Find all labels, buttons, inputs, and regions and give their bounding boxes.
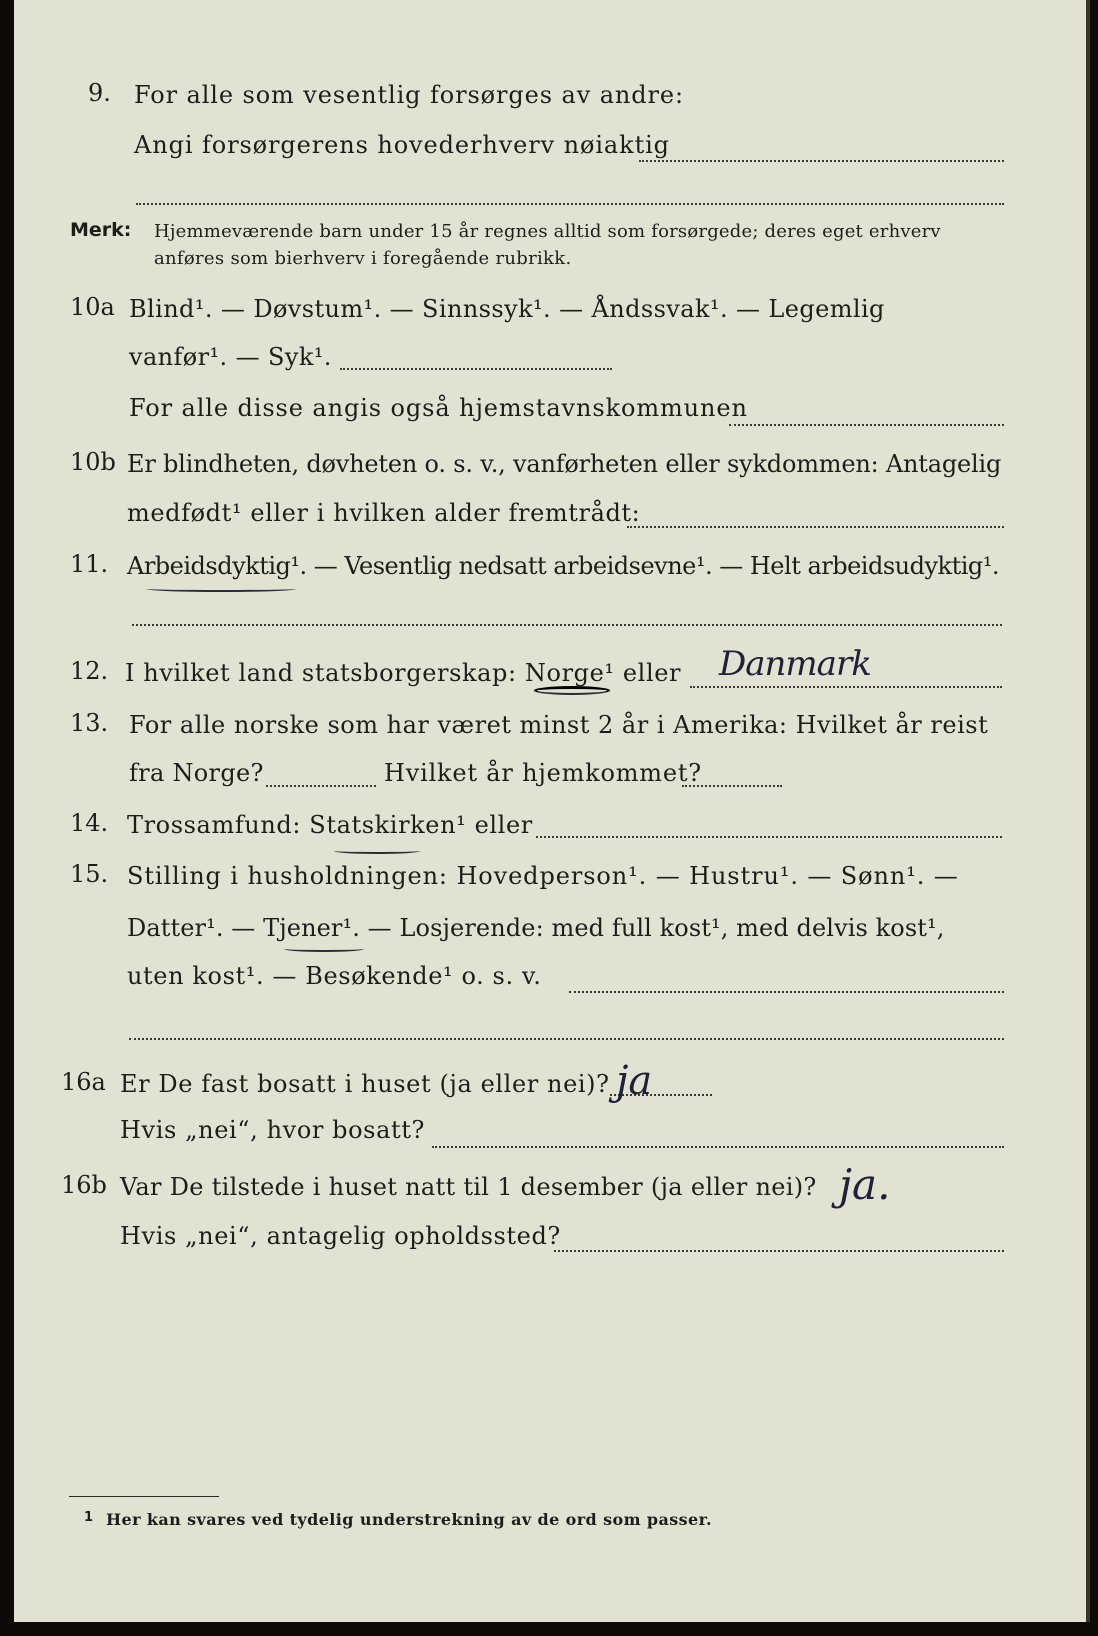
q13-number: 13. [70, 709, 109, 737]
q16a-number: 16a [61, 1068, 106, 1096]
merk-line1: Hjemmeværende barn under 15 år regnes alltid som forsørgede; deres eget erhverv [154, 221, 941, 242]
q15-line2: Datter¹. — Tjener¹. — Losjerende: med full kost¹, med delvis kost¹, [127, 914, 945, 942]
q13-line1: For alle norske som har været minst 2 år i Amerika: Hvilket år reist [129, 711, 989, 739]
q16a-handwritten-answer: ja [616, 1058, 653, 1104]
q9-line1: For alle som vesentlig forsørges av andre: [134, 81, 685, 109]
q15-handwritten-underline [284, 946, 364, 952]
q11-answer-field[interactable] [132, 624, 1002, 626]
footnote-text: Her kan svares ved tydelig understrekning av de ord som passer. [106, 1510, 712, 1529]
q16b-number: 16b [61, 1171, 107, 1199]
q12-number: 12. [70, 657, 109, 685]
merk-line2: anføres som bierhverv i foregående rubrikk. [154, 248, 572, 269]
q10b-number: 10b [70, 448, 116, 476]
q15-answer-field[interactable] [569, 991, 1004, 993]
q10a-syk-field[interactable] [340, 368, 612, 370]
q13-line2b: Hvilket år hjemkommet? [384, 759, 702, 787]
q16b-handwritten-answer: ja. [839, 1160, 891, 1209]
q15-line3: uten kost¹. — Besøkende¹ o. s. v. [127, 962, 542, 990]
q13-reist-field[interactable] [266, 785, 376, 787]
q12-handwritten-underline [534, 686, 610, 695]
q13-line2a: fra Norge? [129, 759, 264, 787]
q14-handwritten-underline [334, 848, 420, 854]
q12-handwritten-answer: Danmark [719, 644, 871, 684]
q10a-line1: Blind¹. — Døvstum¹. — Sinnssyk¹. — Åndssvak¹. — Legemlig [129, 295, 885, 323]
q10a-hjemstavn-field[interactable] [729, 424, 1004, 426]
q12-land-field[interactable] [690, 686, 1002, 688]
q15-answer-field-2[interactable] [129, 1038, 1004, 1040]
q16a-bosatt-field[interactable] [432, 1146, 1004, 1148]
q11-handwritten-underline [146, 586, 296, 592]
q9-number: 9. [88, 79, 111, 107]
footnote-mark: 1 [84, 1510, 94, 1525]
q14-line1: Trossamfund: Statskirken¹ eller [127, 811, 533, 839]
q13-hjemkommet-field[interactable] [682, 785, 782, 787]
footnote-rule [69, 1496, 219, 1497]
q10a-line3: For alle disse angis også hjemstavnskommunen [129, 394, 748, 422]
q10b-line2: medfødt¹ eller i hvilken alder fremtrådt: [127, 499, 641, 527]
q15-number: 15. [70, 860, 109, 888]
merk-label: Merk: [70, 219, 132, 241]
q10b-line1: Er blindheten, døvheten o. s. v., vanførheten eller sykdommen: Antagelig [127, 450, 1002, 478]
q9-answer-field-2[interactable] [136, 203, 1004, 205]
q14-number: 14. [70, 809, 109, 837]
q16b-opholdssted-field[interactable] [554, 1250, 1004, 1252]
q11-line1: Arbeidsdyktig¹. — Vesentlig nedsatt arbeidsevne¹. — Helt arbeidsudyktig¹. [127, 552, 1000, 580]
q16b-line1: Var De tilstede i huset natt til 1 desember (ja eller nei)? [120, 1173, 817, 1201]
q12-line1: I hvilket land statsborgerskap: Norge¹ eller [125, 659, 682, 687]
census-form-page [14, 0, 1090, 1622]
q10a-number: 10a [70, 293, 115, 321]
q14-trossamfund-field[interactable] [536, 836, 1002, 838]
q16b-line2: Hvis „nei“, antagelig opholdssted? [120, 1222, 561, 1250]
q15-line1: Stilling i husholdningen: Hovedperson¹. — Hustru¹. — Sønn¹. — [127, 862, 959, 890]
q9-answer-field[interactable] [639, 160, 1004, 162]
q10a-line2: vanfør¹. — Syk¹. [129, 343, 332, 371]
q9-line2: Angi forsørgerens hovederhverv nøiaktig [134, 131, 670, 159]
q16a-line2: Hvis „nei“, hvor bosatt? [120, 1116, 425, 1144]
q16a-line1: Er De fast bosatt i huset (ja eller nei)? [120, 1070, 610, 1098]
q11-number: 11. [70, 550, 109, 578]
q10b-alder-field[interactable] [627, 526, 1004, 528]
